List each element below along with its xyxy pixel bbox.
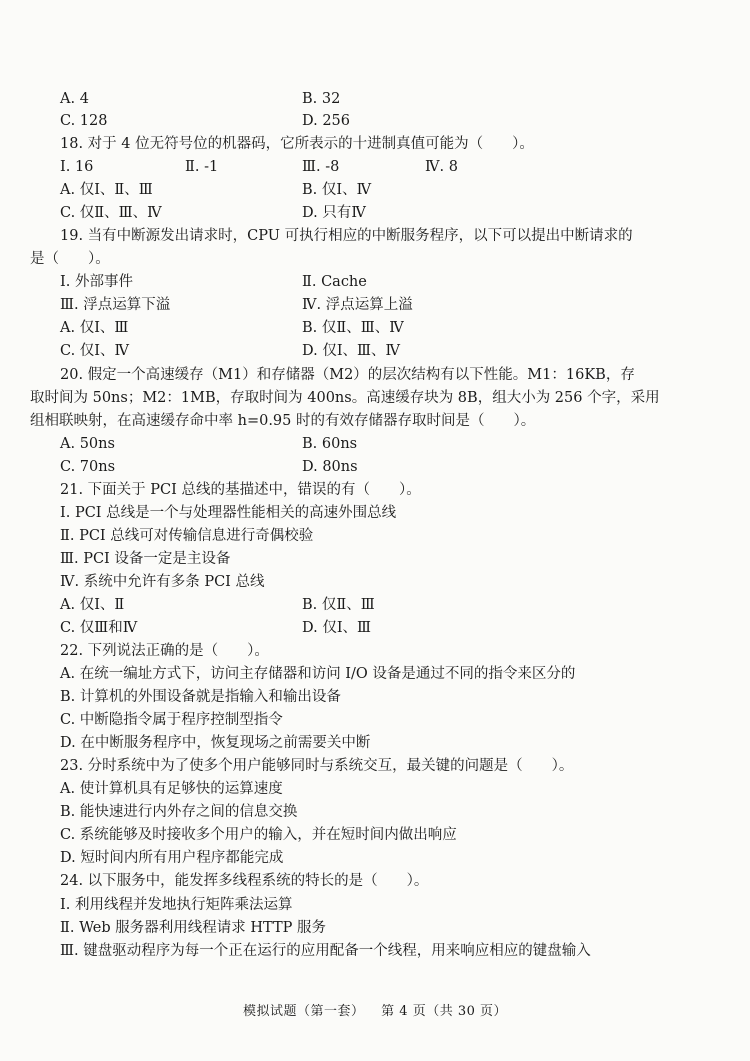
q23-option-d: D. 短时间内所有用户程序都能完成 [60,850,284,866]
q19-option-c: C. 仅Ⅰ、Ⅳ [60,343,130,359]
q17-option-c: C. 128 [60,113,108,129]
q19-option-d: D. 仅Ⅰ、Ⅲ、Ⅳ [302,343,401,359]
q19-item-2: Ⅱ. Cache [302,274,367,290]
footer-title: 模拟试题（第一套） [243,1004,365,1019]
q19-item-4: Ⅳ. 浮点运算上溢 [302,297,413,313]
q18-option-b: B. 仅Ⅰ、Ⅳ [302,182,372,198]
q20-stem-line-3: 组相联映射，在高速缓存命中率 h=0.95 时的有效存储器存取时间是（ ）。 [30,413,536,429]
q20-option-d: D. 80ns [302,459,358,475]
q21-option-c: C. 仅Ⅲ和Ⅳ [60,620,138,636]
q21-option-b: B. 仅Ⅱ、Ⅲ [302,597,375,613]
q19-item-3: Ⅲ. 浮点运算下溢 [60,297,171,313]
q18-option-a: A. 仅Ⅰ、Ⅱ、Ⅲ [60,182,153,198]
q17-option-d: D. 256 [302,113,351,129]
q24-item-3: Ⅲ. 键盘驱动程序为每一个正在运行的应用配备一个线程，用来响应相应的键盘输入 [60,943,591,959]
q20-stem-line-2: 取时间为 50ns；M2：1MB，存取时间为 400ns。高速缓存块为 8B，组大小为 256 个字，采用 [30,390,660,406]
q22-option-b: B. 计算机的外围设备就是指输入和输出设备 [60,689,341,705]
q21-option-d: D. 仅Ⅰ、Ⅲ [302,620,372,636]
q23-option-a: A. 使计算机具有足够快的运算速度 [60,781,283,797]
q17-option-b: B. 32 [302,91,341,107]
q21-item-4: Ⅳ. 系统中允许有多条 PCI 总线 [60,574,265,590]
q18-item-2: Ⅱ. -1 [185,159,219,175]
q23-option-c: C. 系统能够及时接收多个用户的输入，并在短时间内做出响应 [60,827,457,843]
q22-stem: 22. 下列说法正确的是（ ）。 [60,643,269,659]
q18-option-c: C. 仅Ⅱ、Ⅲ、Ⅳ [60,205,162,221]
q18-option-d: D. 只有Ⅳ [302,205,366,221]
page-footer [0,1000,750,1019]
q19-option-a: A. 仅Ⅰ、Ⅲ [60,320,129,336]
q19-stem-line-1: 19. 当有中断源发出请求时，CPU 可执行相应的中断服务程序，以下可以提出中断请求的 [60,228,633,244]
q19-option-b: B. 仅Ⅱ、Ⅲ、Ⅳ [302,320,404,336]
q24-item-2: Ⅱ. Web 服务器利用线程请求 HTTP 服务 [60,920,326,936]
q23-stem: 23. 分时系统中为了使多个用户能够同时与系统交互，最关键的问题是（ ）。 [60,758,574,774]
q19-stem-line-2: 是（ ）。 [30,251,110,267]
q21-item-1: Ⅰ. PCI 总线是一个与处理器性能相关的高速外围总线 [60,505,397,521]
q24-stem: 24. 以下服务中，能发挥多线程系统的特长的是（ ）。 [60,873,429,889]
q23-option-b: B. 能快速进行内外存之间的信息交换 [60,804,298,820]
q20-option-b: B. 60ns [302,436,358,452]
q24-item-1: Ⅰ. 利用线程并发地执行矩阵乘法运算 [60,897,293,913]
q19-item-1: Ⅰ. 外部事件 [60,274,133,290]
q20-option-c: C. 70ns [60,459,116,475]
q21-option-a: A. 仅Ⅰ、Ⅱ [60,597,125,613]
footer-page-number: 第 4 页（共 30 页） [381,1004,507,1019]
q20-stem-line-1: 20. 假定一个高速缓存（M1）和存储器（M2）的层次结构有以下性能。M1：16KB，存 [60,367,635,383]
q18-stem: 18. 对于 4 位无符号位的机器码，它所表示的十进制真值可能为（ ）。 [60,136,534,152]
q17-option-a: A. 4 [60,91,89,107]
q20-option-a: A. 50ns [60,436,115,452]
q22-option-d: D. 在中断服务程序中，恢复现场之前需要关中断 [60,735,371,751]
q21-item-2: Ⅱ. PCI 总线可对传输信息进行奇偶校验 [60,528,314,544]
q18-item-4: Ⅳ. 8 [425,159,458,175]
q22-option-a: A. 在统一编址方式下，访问主存储器和访问 I/O 设备是通过不同的指令来区分的 [60,666,576,682]
q22-option-c: C. 中断隐指令属于程序控制型指令 [60,712,283,728]
q18-item-3: Ⅲ. -8 [302,159,340,175]
q21-stem: 21. 下面关于 PCI 总线的基描述中，错误的有（ ）。 [60,482,421,498]
q21-item-3: Ⅲ. PCI 设备一定是主设备 [60,551,231,567]
q18-item-1: Ⅰ. 16 [60,159,94,175]
